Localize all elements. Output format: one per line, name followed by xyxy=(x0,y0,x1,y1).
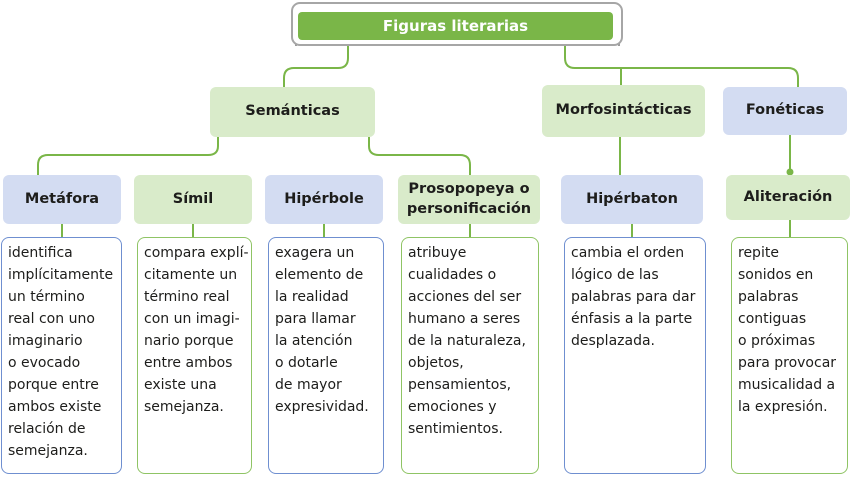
description-line: contiguas xyxy=(738,311,807,327)
description-line: sonidos en xyxy=(738,267,814,283)
description-line: un término xyxy=(8,289,85,305)
category-foneticas: Fonéticas xyxy=(723,87,847,135)
description-line: imaginario xyxy=(8,333,83,349)
diagram-title: Figuras literarias xyxy=(298,12,613,40)
description-line: cualidades o xyxy=(408,267,497,283)
description-line: implícitamente xyxy=(8,267,114,283)
description-line: cambia el orden xyxy=(571,245,685,261)
description-line: con un imagi- xyxy=(144,311,240,327)
figure-hiperbaton: Hipérbaton xyxy=(561,175,703,224)
description-line: repite xyxy=(738,245,779,261)
description-line: para llamar xyxy=(275,311,356,327)
description-line: énfasis a la parte xyxy=(571,311,693,327)
description-line: identifica xyxy=(8,245,73,261)
description-line: citamente un xyxy=(144,267,238,283)
description-line: objetos, xyxy=(408,355,464,371)
description-line: término real xyxy=(144,289,230,305)
figure-prosopopeya xyxy=(398,175,540,224)
description-line: compara explí- xyxy=(144,245,249,261)
description-line: atribuye xyxy=(408,245,467,261)
description-line: para provocar xyxy=(738,355,837,371)
description-line: desplazada. xyxy=(571,333,655,349)
description-line: pensamientos, xyxy=(408,377,512,393)
description-line: palabras para dar xyxy=(571,289,696,305)
description-line: semejanza. xyxy=(8,443,88,459)
description-line: la atención xyxy=(275,333,353,349)
connector-semanticas-metafora xyxy=(38,137,218,175)
description-line: relación de xyxy=(8,421,86,437)
description-line: existe una xyxy=(144,377,217,393)
description-line: acciones del ser xyxy=(408,289,522,305)
description-line: o dotarle xyxy=(275,355,338,371)
description-line: de la naturaleza, xyxy=(408,333,526,349)
description-line: porque entre xyxy=(8,377,99,393)
description-line: nario porque xyxy=(144,333,234,349)
description-hiperbole xyxy=(268,237,384,474)
figure-metafora: Metáfora xyxy=(3,175,121,224)
description-line: o evocado xyxy=(8,355,81,371)
figure-prosopopeya-line-1: Prosopopeya o xyxy=(408,180,530,197)
description-line: lógico de las xyxy=(571,267,659,283)
description-line: emociones y xyxy=(408,399,497,415)
description-prosopopeya xyxy=(401,237,539,474)
figure-simil: Símil xyxy=(134,175,252,224)
description-line: expresividad. xyxy=(275,399,369,415)
description-line: de mayor xyxy=(275,377,342,393)
description-line: entre ambos xyxy=(144,355,233,371)
description-line: humano a seres xyxy=(408,311,521,327)
connector-semanticas-prosopopeya xyxy=(369,137,470,175)
description-line: elemento de xyxy=(275,267,364,283)
description-line: palabras xyxy=(738,289,799,305)
description-line: musicalidad a xyxy=(738,377,836,393)
connector-title-foneticas xyxy=(565,46,798,87)
description-line: sentimientos. xyxy=(408,421,503,437)
category-morfosintacticas: Morfosintácticas xyxy=(542,85,705,137)
description-metafora xyxy=(1,237,122,474)
description-hiperbaton xyxy=(564,237,706,474)
description-simil xyxy=(137,237,252,474)
description-line: la expresión. xyxy=(738,399,828,415)
description-line: real con uno xyxy=(8,311,95,327)
figure-hiperbole: Hipérbole xyxy=(265,175,383,224)
figure-prosopopeya-line-2: personificación xyxy=(406,200,532,217)
description-line: o próximas xyxy=(738,333,816,349)
connector-title-semanticas xyxy=(284,46,348,87)
description-line: la realidad xyxy=(275,289,349,305)
description-line: exagera un xyxy=(275,245,355,261)
category-semanticas: Semánticas xyxy=(210,87,375,137)
description-line: ambos existe xyxy=(8,399,102,415)
description-line: semejanza. xyxy=(144,399,224,415)
description-aliteracion xyxy=(731,237,848,474)
figure-aliteracion: Aliteración xyxy=(726,175,850,220)
